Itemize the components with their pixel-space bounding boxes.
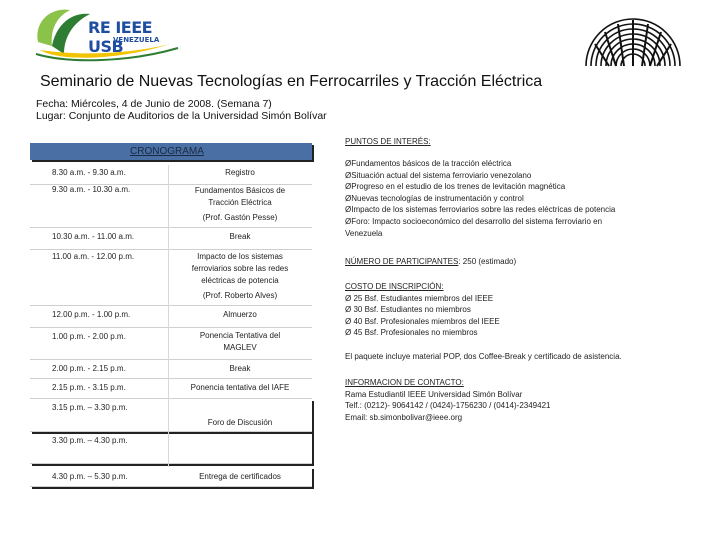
schedule-row: 2.15 p.m. - 3.15 p.m. Ponencia tentativa del IAFE — [30, 379, 312, 399]
cost-section — [345, 281, 500, 339]
schedule-row: 3.15 p.m. – 3.30 p.m. Foro de Discusión — [30, 399, 312, 432]
schedule-row: 11.00 a.m. - 12.00 p.m. Impacto de los sistemas ferroviarios sobre las redes eléctricas de potencia (Prof. Roberto Alves) — [30, 250, 312, 306]
schedule-row: 1.00 p.m. - 2.00 p.m. Ponencia Tentativa del MAGLEV — [30, 328, 312, 360]
schedule-row: 10.30 a.m. - 11.00 a.m. Break — [30, 228, 312, 250]
schedule-row: 9.30 a.m. - 10.30 a.m. Fundamentos Básicos de Tracción Eléctrica (Prof. Gastón Pesse) — [30, 185, 312, 228]
list-item: ØImpacto de los sistemas ferroviarios sobre las redes eléctricas de potencia — [345, 205, 616, 215]
list-item: Ø 30 Bsf. Estudiantes no miembros — [345, 305, 471, 315]
interest-section — [345, 136, 431, 148]
schedule-row: 4.30 p.m. – 5.30 p.m. Entrega de certificados — [30, 467, 312, 487]
cost-note: El paquete incluye material POP, dos Coffee-Break y certificado de asistencia. — [345, 352, 622, 361]
contact-line: Telf.: (0212)- 9064142 / (0424)-1756230 / (0414)-2349421 — [345, 401, 551, 411]
contact-section — [345, 377, 550, 423]
schedule-row: 12.00 p.m. - 1.00 p.m. Almuerzo — [30, 306, 312, 328]
participants — [345, 256, 516, 268]
list-item-continuation: Venezuela — [345, 228, 383, 238]
schedule-row: 8.30 a.m. - 9.30 a.m. Registro — [30, 165, 312, 185]
schedule-row: 2.00 p.m. - 2.15 p.m. Break — [30, 360, 312, 379]
participants-value: : 250 (estimado) — [458, 257, 517, 266]
list-item: ØFundamentos básicos de la tracción eléctrica — [345, 159, 512, 168]
university-seal-icon — [578, 0, 688, 68]
interest-list — [345, 158, 615, 239]
schedule-divider — [168, 165, 169, 467]
logo-name: RE IEEE USB — [88, 18, 153, 56]
list-item: ØForo: Impacto socioeconómico del desarrollo del sistema ferroviario en — [345, 216, 603, 226]
list-item: Ø 45 Bsf. Profesionales no miembros — [345, 328, 478, 338]
list-item: ØSituación actual del sistema ferroviario venezolano — [345, 170, 532, 180]
list-item: Ø 40 Bsf. Profesionales miembros del IEEE — [345, 316, 500, 326]
event-meta — [36, 98, 327, 122]
list-item: ØProgreso en el estudio de los trenes de levitación magnética — [345, 182, 566, 192]
logo-sub: VENEZUELA — [113, 36, 160, 44]
contact-title: INFORMACION DE CONTACTO: — [345, 378, 464, 387]
ieee-usb-logo — [30, 2, 180, 62]
contact-line: Rama Estudiantil IEEE Universidad Simón Bolívar — [345, 389, 523, 399]
place-line: Lugar: Conjunto de Auditorios de la Universidad Simón Bolívar — [36, 110, 327, 122]
schedule-row: 3.30 p.m. – 4.30 p.m. — [30, 432, 312, 464]
cost-title: COSTO DE INSCRIPCIÓN: — [345, 282, 444, 291]
page-title: Seminario de Nuevas Tecnologías en Ferrocarriles y Tracción Eléctrica — [40, 73, 543, 90]
contact-email: Email: sb.simonbolivar@ieee.org — [345, 412, 463, 422]
date-line: Fecha: Miércoles, 4 de Junio de 2008. (Semana 7) — [36, 98, 272, 110]
interest-title: PUNTOS DE INTERÉS: — [345, 137, 431, 146]
participants-label: NÚMERO DE PARTICIPANTES — [345, 257, 459, 266]
list-item: Ø 25 Bsf. Estudiantes miembros del IEEE — [345, 293, 494, 303]
schedule-header: CRONOGRAMA — [30, 143, 312, 160]
list-item: ØNuevas tecnologías de instrumentación y control — [345, 193, 524, 203]
